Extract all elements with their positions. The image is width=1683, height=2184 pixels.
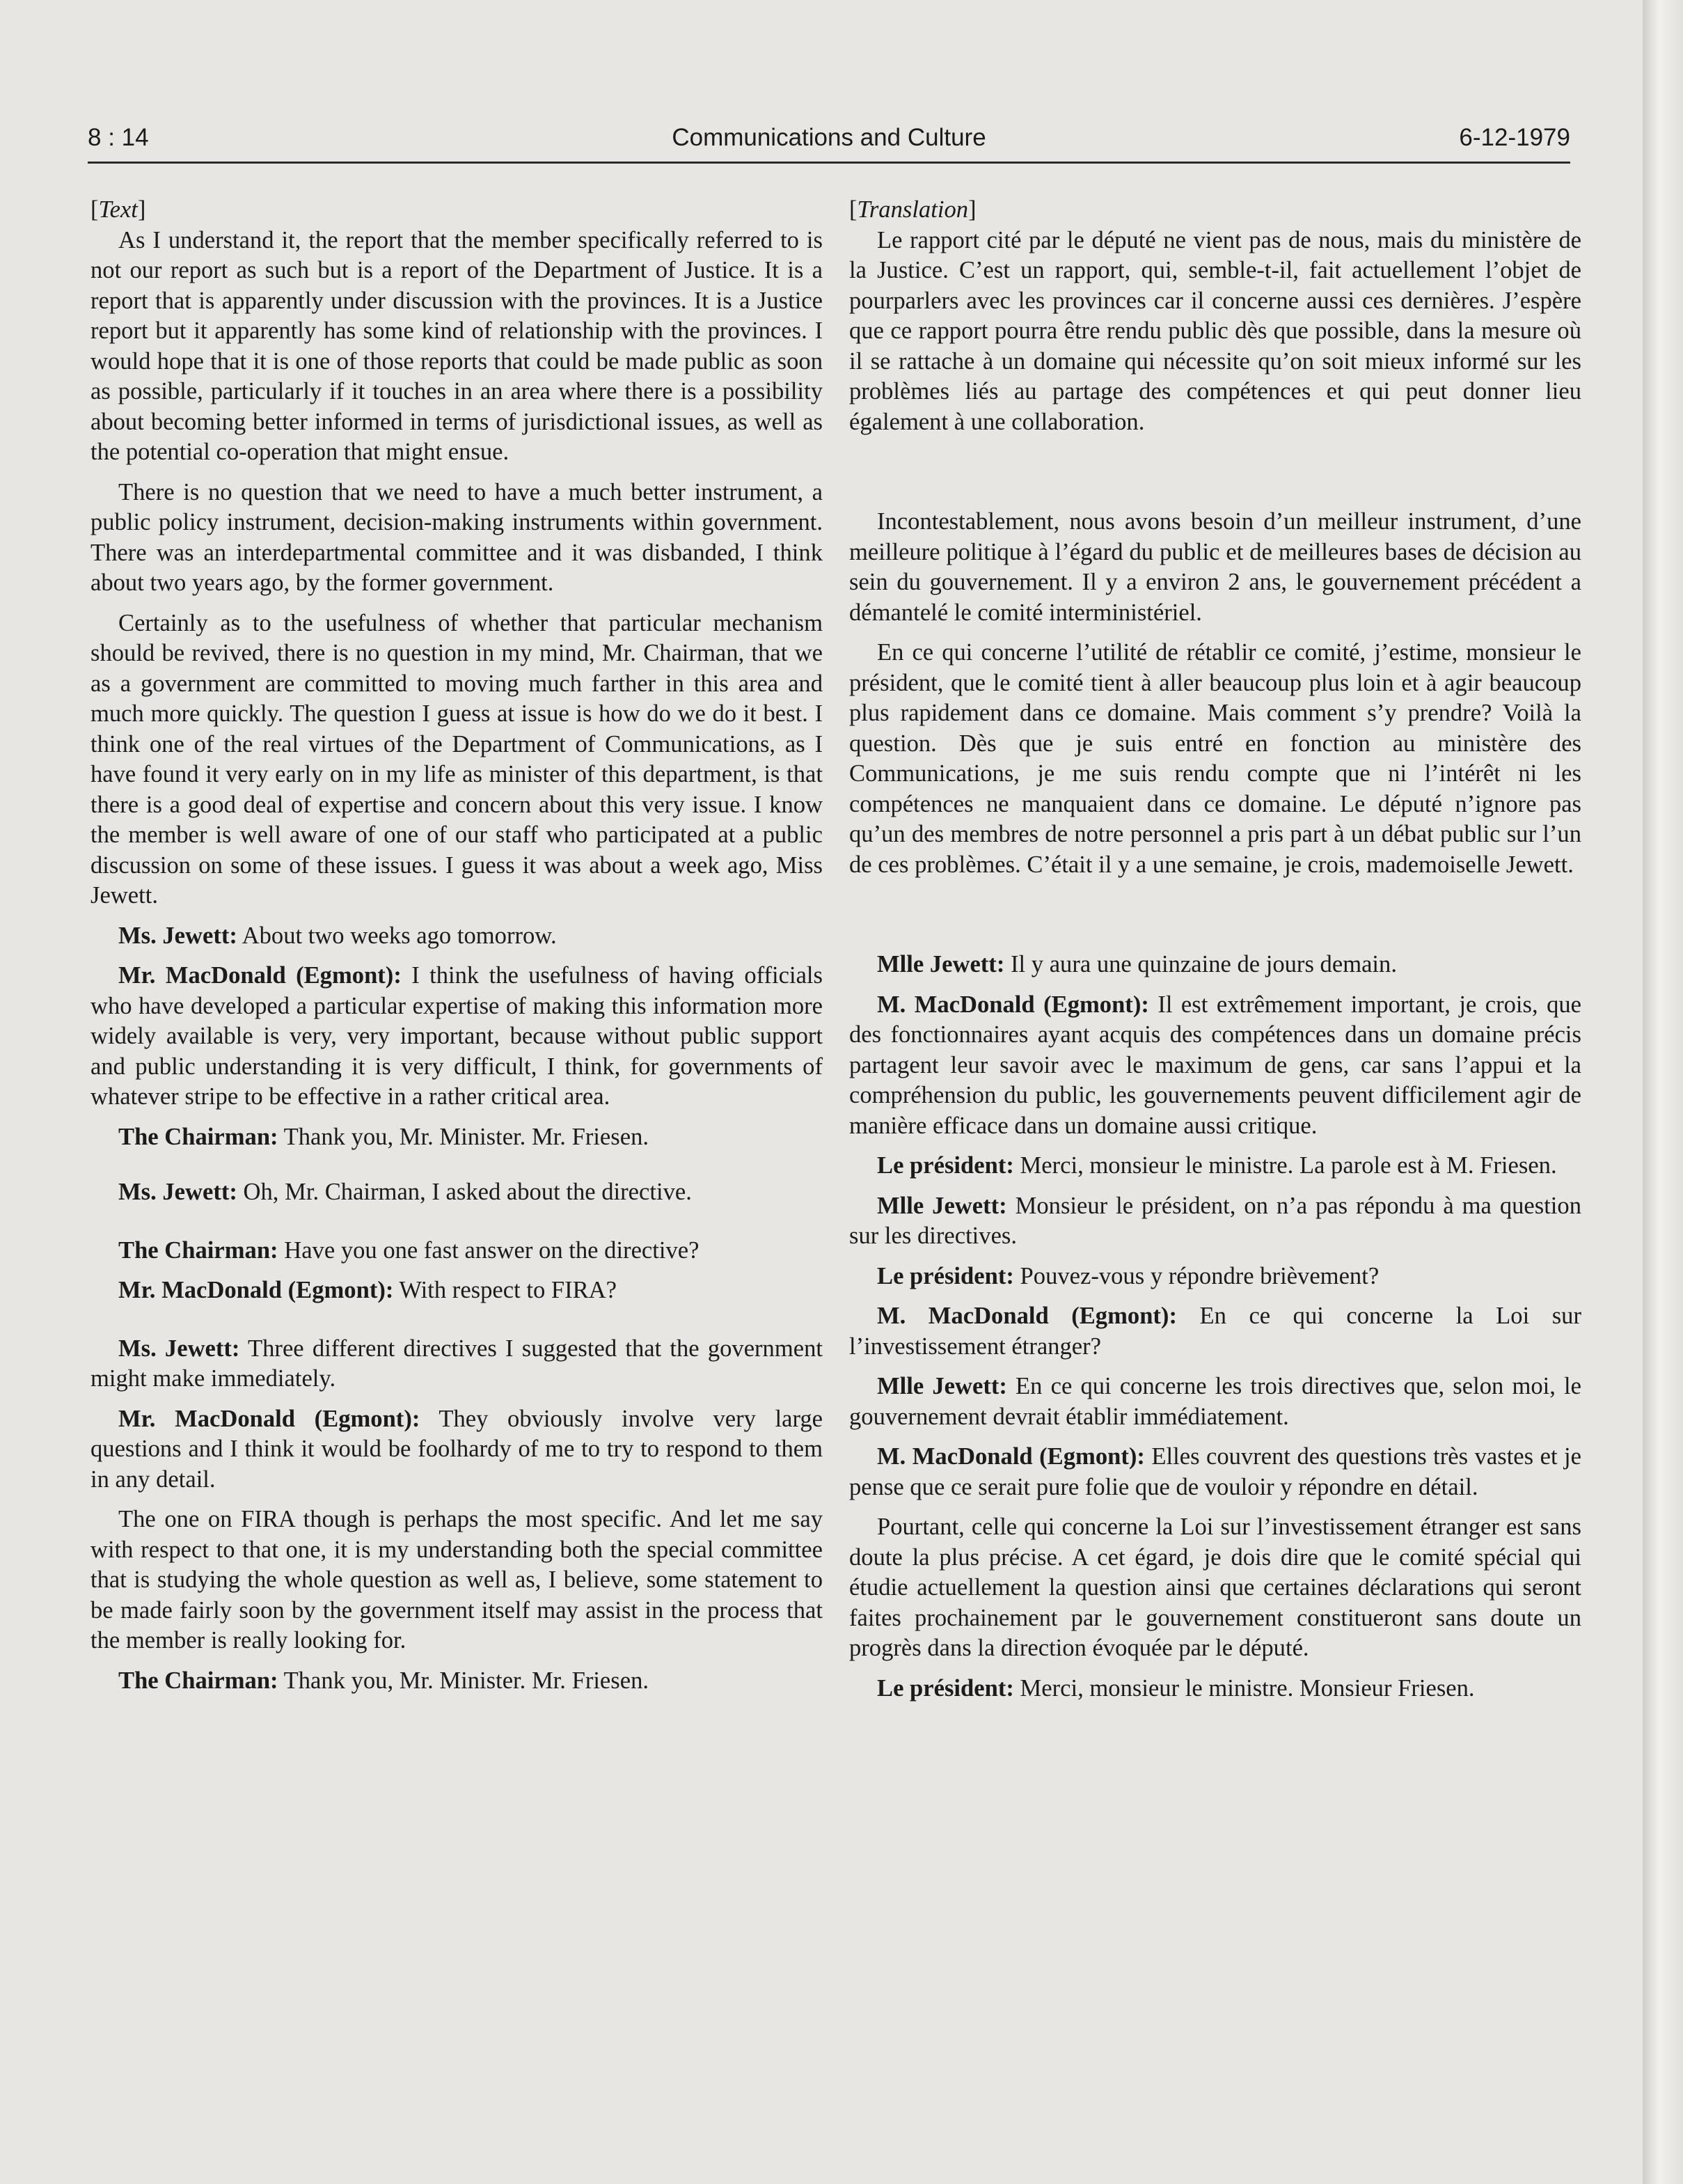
speaker-name: Mr. MacDonald (Egmont): xyxy=(118,1277,394,1303)
dialogue-line: Ms. Jewett: About two weeks ago tomorrow. xyxy=(118,922,557,949)
dialogue-line: Mr. MacDonald (Egmont): I think the usefulness of having officials who have developed a particular expertise of making this information more widely available is very, very important, because without public support and public understanding it is very difficult, I think, for governments of whatever stripe to be effective in a rather critical area. xyxy=(90,962,823,1110)
translation-tag-label: Translation xyxy=(857,196,969,223)
paragraph: There is no question that we need to have a much better instrument, a public policy instrument, decision-making instruments within government. There was an interdepartmental committee and it was disbanded, I think about two years ago, by the former government. xyxy=(90,478,823,596)
speaker-name: Le président: xyxy=(877,1674,1014,1702)
dialogue-line: Ms. Jewett: Oh, Mr. Chairman, I asked about the directive. xyxy=(118,1179,692,1205)
speaker-name: M. MacDonald (Egmont): xyxy=(877,991,1149,1018)
dialogue-line: The Chairman: Thank you, Mr. Minister. Mr. Friesen. xyxy=(118,1123,649,1150)
text-tag-label: Text xyxy=(98,196,138,223)
paragraph: The one on FIRA though is perhaps the most specific. And let me say with respect to that one, it is my understanding both the special committee that is studying the whole question as well as, I believe, some statement to be made fairly soon by the government itself may assist in the process that the member is really looking for. xyxy=(90,1506,823,1653)
dialogue-line: The Chairman: Thank you, Mr. Minister. Mr. Friesen. xyxy=(118,1667,649,1694)
paragraph: Certainly as to the usefulness of whether that particular mechanism should be revived, there is no question in my mind, Mr. Chairman, that we as a government are committed to moving much farther in this area and much more quickly. The question I guess at issue is how do we do it best. I think one of the real virtues of the Department of Communications, as I have found it very early on in my life as minister of this department, is that there is a good deal of expertise and concern about this very issue. I know the member is well aware of one of our staff who participated at a public discussion on some of these issues. I guess it was about a week ago, Miss Jewett. xyxy=(90,609,823,909)
speaker-name: Mlle Jewett: xyxy=(877,1192,1007,1219)
speaker-name: M. MacDonald (Egmont): xyxy=(877,1443,1145,1470)
paragraph: Le rapport cité par le député ne vient pas de nous, mais du ministère de la Justice. C’est un rapport, qui, semble-t-il, fait actuellement l’objet de pourparlers avec les provinces car il concerne aussi ces dernières. J’espère que ce rapport pourra être rendu public dès que possible, dans la mesure où il se rattache à un domaine qui nécessite qu’on soit mieux informé sur les problèmes liés au partage des compétences et qui peut donner lieu également à une collaboration. xyxy=(849,226,1581,435)
english-column xyxy=(90,195,823,1696)
speaker-name: Ms. Jewett: xyxy=(118,1179,237,1205)
dialogue-line: M. MacDonald (Egmont): Il est extrêmement important, je crois, que des fonctionnaires ayant acquis des compétences dans un domaine précis partagent leur savoir avec le maximum de gens, car sans l’appui et la compréhension du public, les gouvernements peuvent difficilement agir de manière efficace dans un domaine aussi critique. xyxy=(849,991,1582,1139)
dialogue-line: Ms. Jewett: Three different directives I suggested that the government might make immediately. xyxy=(90,1335,823,1392)
publication-title: Communications and Culture xyxy=(672,124,986,151)
paragraph: Incontestablement, nous avons besoin d’un meilleur instrument, d’une meilleure politique à l’égard du public et de meilleures bases de décision au sein du gouvernement. Il y a environ 2 ans, le gouvernement précédent a démantelé le comité interministériel. xyxy=(849,508,1581,626)
page-number: 8 : 14 xyxy=(88,124,149,151)
speaker-name: Le président: xyxy=(877,1262,1014,1289)
header-date: 6-12-1979 xyxy=(1459,124,1570,151)
dialogue-line: The Chairman: Have you one fast answer on the directive? xyxy=(118,1236,700,1264)
speaker-name: Le président: xyxy=(877,1152,1014,1179)
translation-tag: [Translation] xyxy=(849,196,977,223)
speaker-name: The Chairman: xyxy=(118,1667,278,1694)
speaker-name: The Chairman: xyxy=(118,1236,278,1264)
paragraph: Pourtant, celle qui concerne la Loi sur l’investissement étranger est sans doute la plus précise. A cet égard, je dois dire que le comité spécial qui étudie actuellement la question ainsi que certaines déclarations qui seront faites prochainement par le gouvernement constitueront sans doute un progrès dans la direction évoquée par le député. xyxy=(849,1514,1581,1661)
speaker-name: Mlle Jewett: xyxy=(877,1373,1007,1399)
dialogue-line: Mlle Jewett: Monsieur le président, on n’a pas répondu à ma question sur les directives. xyxy=(849,1192,1581,1249)
speaker-name: M. MacDonald (Egmont): xyxy=(877,1303,1177,1329)
speaker-name: Mr. MacDonald (Egmont): xyxy=(118,962,402,989)
french-column xyxy=(849,195,1581,1704)
header-rule xyxy=(88,162,1570,164)
dialogue-line: Le président: Merci, monsieur le ministre. La parole est à M. Friesen. xyxy=(877,1152,1557,1179)
dialogue-line: Mr. MacDonald (Egmont): With respect to FIRA? xyxy=(118,1277,617,1303)
dialogue-line: Mlle Jewett: Il y aura une quinzaine de jours demain. xyxy=(877,951,1397,977)
dialogue-line: M. MacDonald (Egmont): Elles couvrent des questions très vastes et je pense que ce serait pure folie que de vouloir y répondre en détail. xyxy=(849,1443,1581,1500)
dialogue-line: Mlle Jewett: En ce qui concerne les trois directives que, selon moi, le gouvernement devrait établir immédiatement. xyxy=(849,1373,1581,1430)
text-tag: [Text] xyxy=(90,196,146,223)
binding-gutter xyxy=(1643,0,1683,2184)
page-header xyxy=(88,124,1570,159)
speaker-name: Ms. Jewett: xyxy=(118,922,237,949)
speaker-name: Ms. Jewett: xyxy=(118,1335,240,1362)
speaker-name: Mr. MacDonald (Egmont): xyxy=(118,1405,420,1432)
paragraph: En ce qui concerne l’utilité de rétablir ce comité, j’estime, monsieur le président, que le comité tient à aller beaucoup plus loin et à agir beaucoup plus rapidement dans ce domaine. Mais comment s’y prendre? Voilà la question. Dès que je suis entré en fonction au ministère des Communications, je me suis rendu compte que ni l’intérêt ni les compétences ne manquaient dans ce domaine. Le député n’ignore pas qu’un des membres de notre personnel a pris part à un débat public sur l’un de ces problèmes. C’était il y a une semaine, je crois, mademoiselle Jewett. xyxy=(849,639,1581,878)
dialogue-line: Le président: Merci, monsieur le ministre. Monsieur Friesen. xyxy=(877,1674,1475,1702)
dialogue-line: Mr. MacDonald (Egmont): They obviously involve very large questions and I think it would be foolhardy of me to try to respond to them in any detail. xyxy=(90,1405,823,1493)
paragraph: As I understand it, the report that the member specifically referred to is not our report as such but is a report of the Department of Justice. It is a report that is apparently under discussion with the provinces. It is a Justice report but it apparently has some kind of relationship with the provinces. I would hope that it is one of those reports that could be made public as soon as possible, particularly if it touches in an area where there is a possibility about becoming better informed in terms of jurisdictional issues, as well as the potential co-operation that might ensue. xyxy=(90,226,823,465)
dialogue-line: M. MacDonald (Egmont): En ce qui concerne la Loi sur l’investissement étranger? xyxy=(849,1303,1581,1360)
speaker-name: Mlle Jewett: xyxy=(877,951,1005,977)
dialogue-line: Le président: Pouvez-vous y répondre brièvement? xyxy=(877,1262,1380,1289)
speaker-name: The Chairman: xyxy=(118,1123,278,1150)
